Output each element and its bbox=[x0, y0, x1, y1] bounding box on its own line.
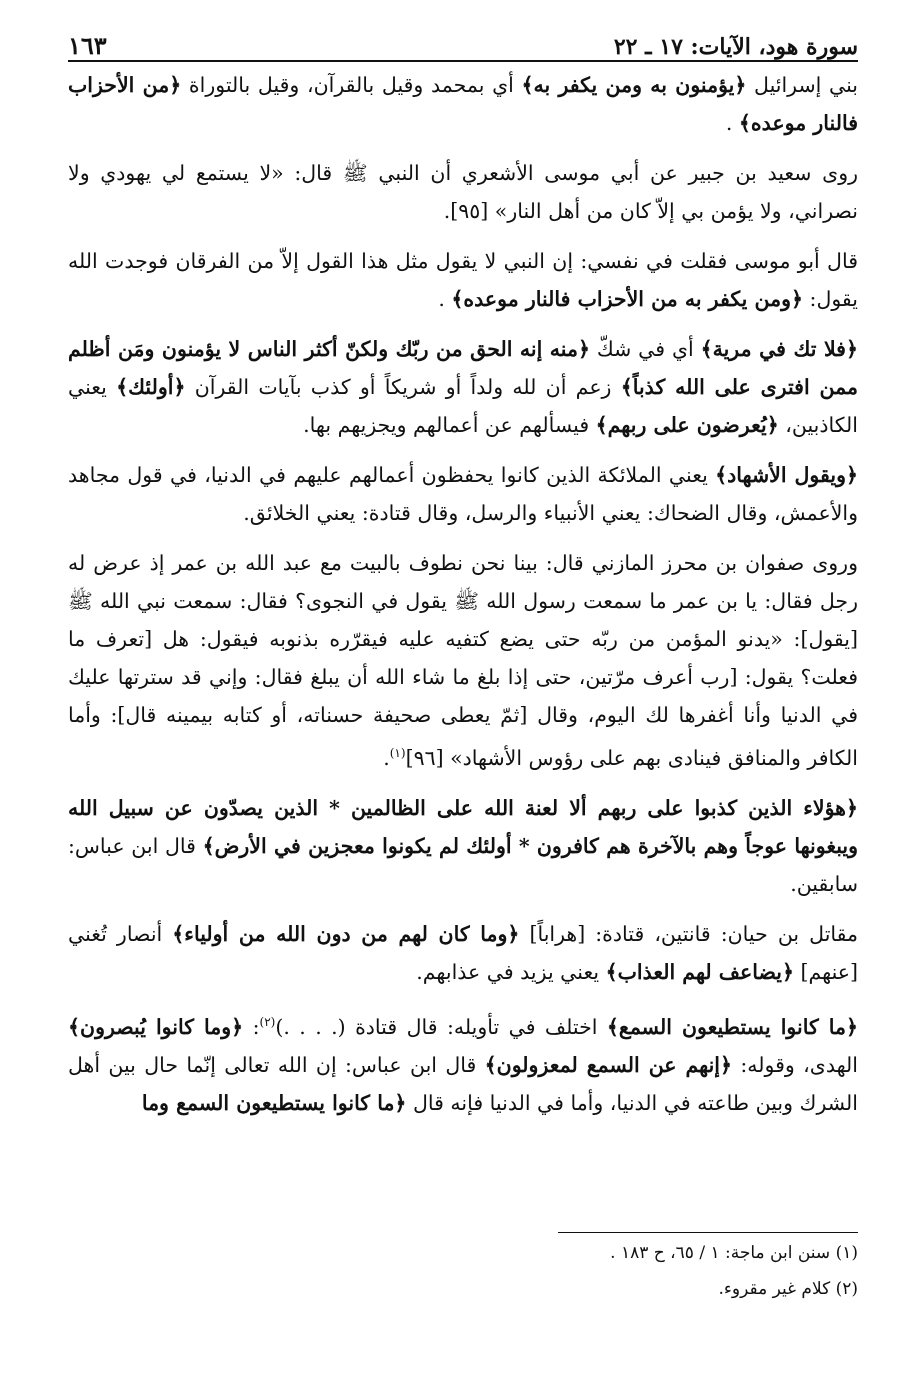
footnote-ref: (١) bbox=[389, 746, 406, 760]
text-segment: فيسألهم عن أعمالهم ويجزيهم بها. bbox=[303, 413, 596, 437]
quran-quote: ﴿من الأحزاب فالنار موعده﴾ bbox=[68, 73, 858, 135]
text-segment: قال أبو موسى فقلت في نفسي: إن النبي لا يقول مثل هذا القول إلاّ من الفرقان فوجدت الله يقول: bbox=[68, 249, 858, 311]
text-segment: قال ابن عباس: إن الله تعالى إنّما حال بين أهل الشرك وبين طاعته في الدنيا، وأما في الدنيا فإنه قال bbox=[68, 1052, 858, 1115]
paragraph bbox=[68, 789, 858, 903]
text-segment: روى سعيد بن جبير عن أبي موسى الأشعري أن النبي ﷺ قال: «لا يستمع لي يهودي ولا نصراني، ولا يؤمن بي إلاّ كان من أهل النار» [٩٥]. bbox=[68, 161, 858, 223]
paragraph bbox=[68, 456, 858, 532]
footnote-divider bbox=[558, 1232, 858, 1233]
paragraph bbox=[68, 1003, 858, 1122]
footnote-ref: (٢) bbox=[259, 1014, 276, 1029]
text-segment: وروى صفوان بن محرز المازني قال: بينا نحن نطوف بالبيت مع عبد الله بن عمر إذ عرض له رجل فقال: يا بن عمر ما سمعت رسول الله ﷺ يقول في النجوى؟ فقال: سمعت نبي الله ﷺ [يقول]: «يدنو المؤمن من ربّه حتى يضع كتفيه عليه فيقرّره بذنوبه فيقول: هل [تعرف ما فعلت؟ يقول: [رب أعرف مرّتين، حتى إذا بلغ ما شاء الله أن يبلغ فقال: وإني قد سترتها عليك في الدنيا وأنا أغفرها لك اليوم، وقال [ثمّ يعطى صحيفة حسناته، أو كتابه بيمينه قال]: وأما الكافر والمنافق فينادى بهم على رؤوس الأشهاد» [٩٦] bbox=[68, 551, 858, 770]
text-segment: مقاتل بن حيان: قانتين، قتادة: [هراباً] bbox=[519, 921, 859, 946]
text-segment: أنصار تُغني [عنهم] bbox=[68, 921, 858, 984]
text-segment: يعني الملائكة الذين كانوا يحفظون أعمالهم عليهم في الدنيا، في قول مجاهد والأعمش، وقال الضحاك: يعني الأنبياء والرسل، وقال قتادة: يعني الخلائق. bbox=[68, 463, 858, 525]
text-segment: . bbox=[725, 111, 739, 135]
paragraph bbox=[68, 242, 858, 318]
body-text bbox=[68, 66, 858, 1122]
running-title: سورة هود، الآيات: ١٧ ـ ٢٢ bbox=[613, 34, 858, 60]
footnotes bbox=[68, 1232, 858, 1305]
paragraph bbox=[68, 330, 858, 444]
quran-quote: ﴿ما كانوا يستطيعون السمع وما bbox=[141, 1090, 407, 1115]
paragraph bbox=[68, 66, 858, 142]
quran-quote: ﴿ويقول الأشهاد﴾ bbox=[715, 463, 859, 487]
quran-quote: ﴿يضاعف لهم العذاب﴾ bbox=[605, 959, 794, 984]
quran-quote: ﴿ومن يكفر به من الأحزاب فالنار موعده﴾ bbox=[451, 287, 804, 311]
page-number: ١٦٣ bbox=[68, 31, 107, 60]
text-segment: . bbox=[383, 745, 390, 770]
text-segment: أي بمحمد وقيل بالقرآن، وقيل بالتوراة bbox=[181, 73, 522, 97]
text-segment: أي في شكّ bbox=[589, 337, 701, 361]
quran-quote: ﴿يُعرضون على ربهم﴾ bbox=[595, 413, 779, 437]
text-segment: زعم أن لله ولداً أو شريكاً أو كذب بآيات القرآن bbox=[185, 375, 621, 399]
text-segment: يعني الكاذبين، bbox=[68, 375, 858, 437]
paragraph bbox=[68, 154, 858, 230]
quran-quote: ﴿هؤلاء الذين كذبوا على ربهم ألا لعنة الله على الظالمين * الذين يصدّون عن سبيل الله ويبغونها عوجاً وهم بالآخرة هم كافرون * أولئك لم يكونوا معجزين في الأرض﴾ bbox=[68, 795, 858, 858]
text-segment: الهدى، وقوله: bbox=[732, 1052, 858, 1077]
quran-quote: ﴿أولئك﴾ bbox=[116, 375, 186, 399]
text-segment: اختلف في تأويله: قال قتادة (. . . .) bbox=[275, 1014, 607, 1039]
text-segment: قال ابن عباس: سابقين. bbox=[68, 833, 858, 896]
page-header bbox=[68, 20, 858, 62]
text-segment: بني إسرائيل bbox=[746, 73, 859, 97]
text-segment: : bbox=[243, 1014, 260, 1039]
quran-quote: ﴿إنهم عن السمع لمعزولون﴾ bbox=[484, 1052, 733, 1077]
quran-quote: ﴿منه إنه الحق من ربّك ولكنّ أكثر الناس لا يؤمنون ومَن أظلم ممن افترى على الله كذباً﴾ bbox=[68, 337, 858, 399]
quran-quote: ﴿وما كان لهم من دون الله من أولياء﴾ bbox=[172, 921, 520, 946]
book-page bbox=[68, 20, 858, 1350]
quran-quote: ﴿فلا تك في مرية﴾ bbox=[700, 337, 858, 361]
text-segment: . bbox=[438, 287, 452, 311]
footnote: (٢) كلام غير مقروء. bbox=[718, 1279, 858, 1299]
footnote: (١) سنن ابن ماجة: ١ / ٦٥، ح ١٨٣ . bbox=[610, 1243, 858, 1263]
quran-quote: ﴿يؤمنون به ومن يكفر به﴾ bbox=[521, 73, 747, 97]
paragraph bbox=[68, 915, 858, 991]
quran-quote: ﴿وما كانوا يُبصرون﴾ bbox=[68, 1014, 244, 1039]
paragraph bbox=[68, 544, 858, 777]
quran-quote: ﴿ما كانوا يستطيعون السمع﴾ bbox=[606, 1014, 858, 1039]
text-segment: يعني يزيد في عذابهم. bbox=[416, 959, 606, 984]
